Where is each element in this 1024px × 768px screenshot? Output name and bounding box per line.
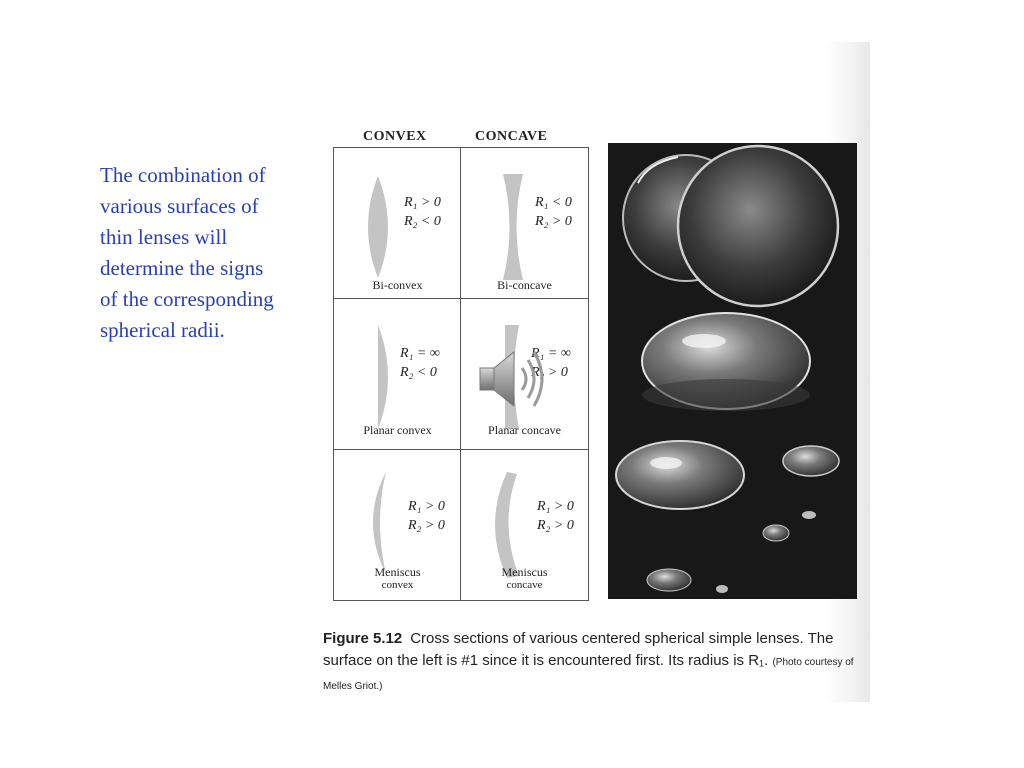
lens-photo (608, 143, 857, 599)
radius-r1: R₁ > 0 (404, 195, 441, 210)
radius-r1: R₁ < 0 (535, 195, 572, 210)
lens-label: Planar convex (363, 423, 432, 437)
cell-bi-convex (334, 148, 461, 299)
lens-label: Bi-convex (372, 278, 423, 292)
side-text-line: spherical radii. (100, 318, 225, 342)
cell-meniscus-concave (461, 450, 588, 600)
speaker-icon[interactable] (474, 346, 554, 418)
lens-label: Bi-concave (497, 278, 552, 292)
side-text-line: determine the signs (100, 256, 264, 280)
radius-r1: R₁ > 0 (537, 499, 574, 514)
lens-label-line2: convex (381, 579, 414, 591)
lens-shape-bi-convex (334, 148, 461, 299)
side-text-line: various surfaces of (100, 194, 259, 218)
lens-label (461, 566, 588, 592)
radius-r2: R₂ > 0 (408, 518, 445, 533)
radius-r2: R₂ > 0 (535, 214, 572, 229)
side-description (100, 160, 325, 346)
cell-planar-convex (334, 299, 461, 450)
radius-r2: R₂ > 0 (531, 365, 568, 380)
radius-r1: R₁ > 0 (408, 499, 445, 514)
cell-bi-concave (461, 148, 588, 299)
lens-photo-illustration (608, 143, 857, 599)
figure-caption (323, 628, 863, 698)
lens-label-line2: concave (506, 579, 543, 591)
radius-r1: R₁ = ∞ (400, 346, 440, 361)
cell-meniscus-convex (334, 450, 461, 600)
radius-r2: R₂ < 0 (400, 365, 437, 380)
header-convex: CONVEX (363, 129, 427, 144)
figure-label: Figure 5.12 (323, 630, 403, 647)
header-concave: CONCAVE (475, 129, 548, 144)
radius-r2: R₂ < 0 (404, 214, 441, 229)
lens-label: Planar concave (488, 423, 561, 437)
lens-label (334, 566, 461, 592)
lens-label-line1: Meniscus (374, 565, 421, 579)
side-text-line: of the corresponding (100, 287, 274, 311)
lens-label-line1: Meniscus (501, 565, 548, 579)
radius-r2: R₂ > 0 (537, 518, 574, 533)
radius-r1: R₁ = ∞ (531, 346, 571, 361)
side-text-line: thin lenses will (100, 225, 228, 249)
side-text-line: The combination of (100, 163, 266, 187)
figure-caption-text: Cross sections of various centered spherical simple lenses. The surface on the left is #1 since it is encountered first. Its radius is R₁. (323, 630, 834, 669)
photo-credit: (Photo courtesy of Melles Griot.) (323, 657, 854, 692)
